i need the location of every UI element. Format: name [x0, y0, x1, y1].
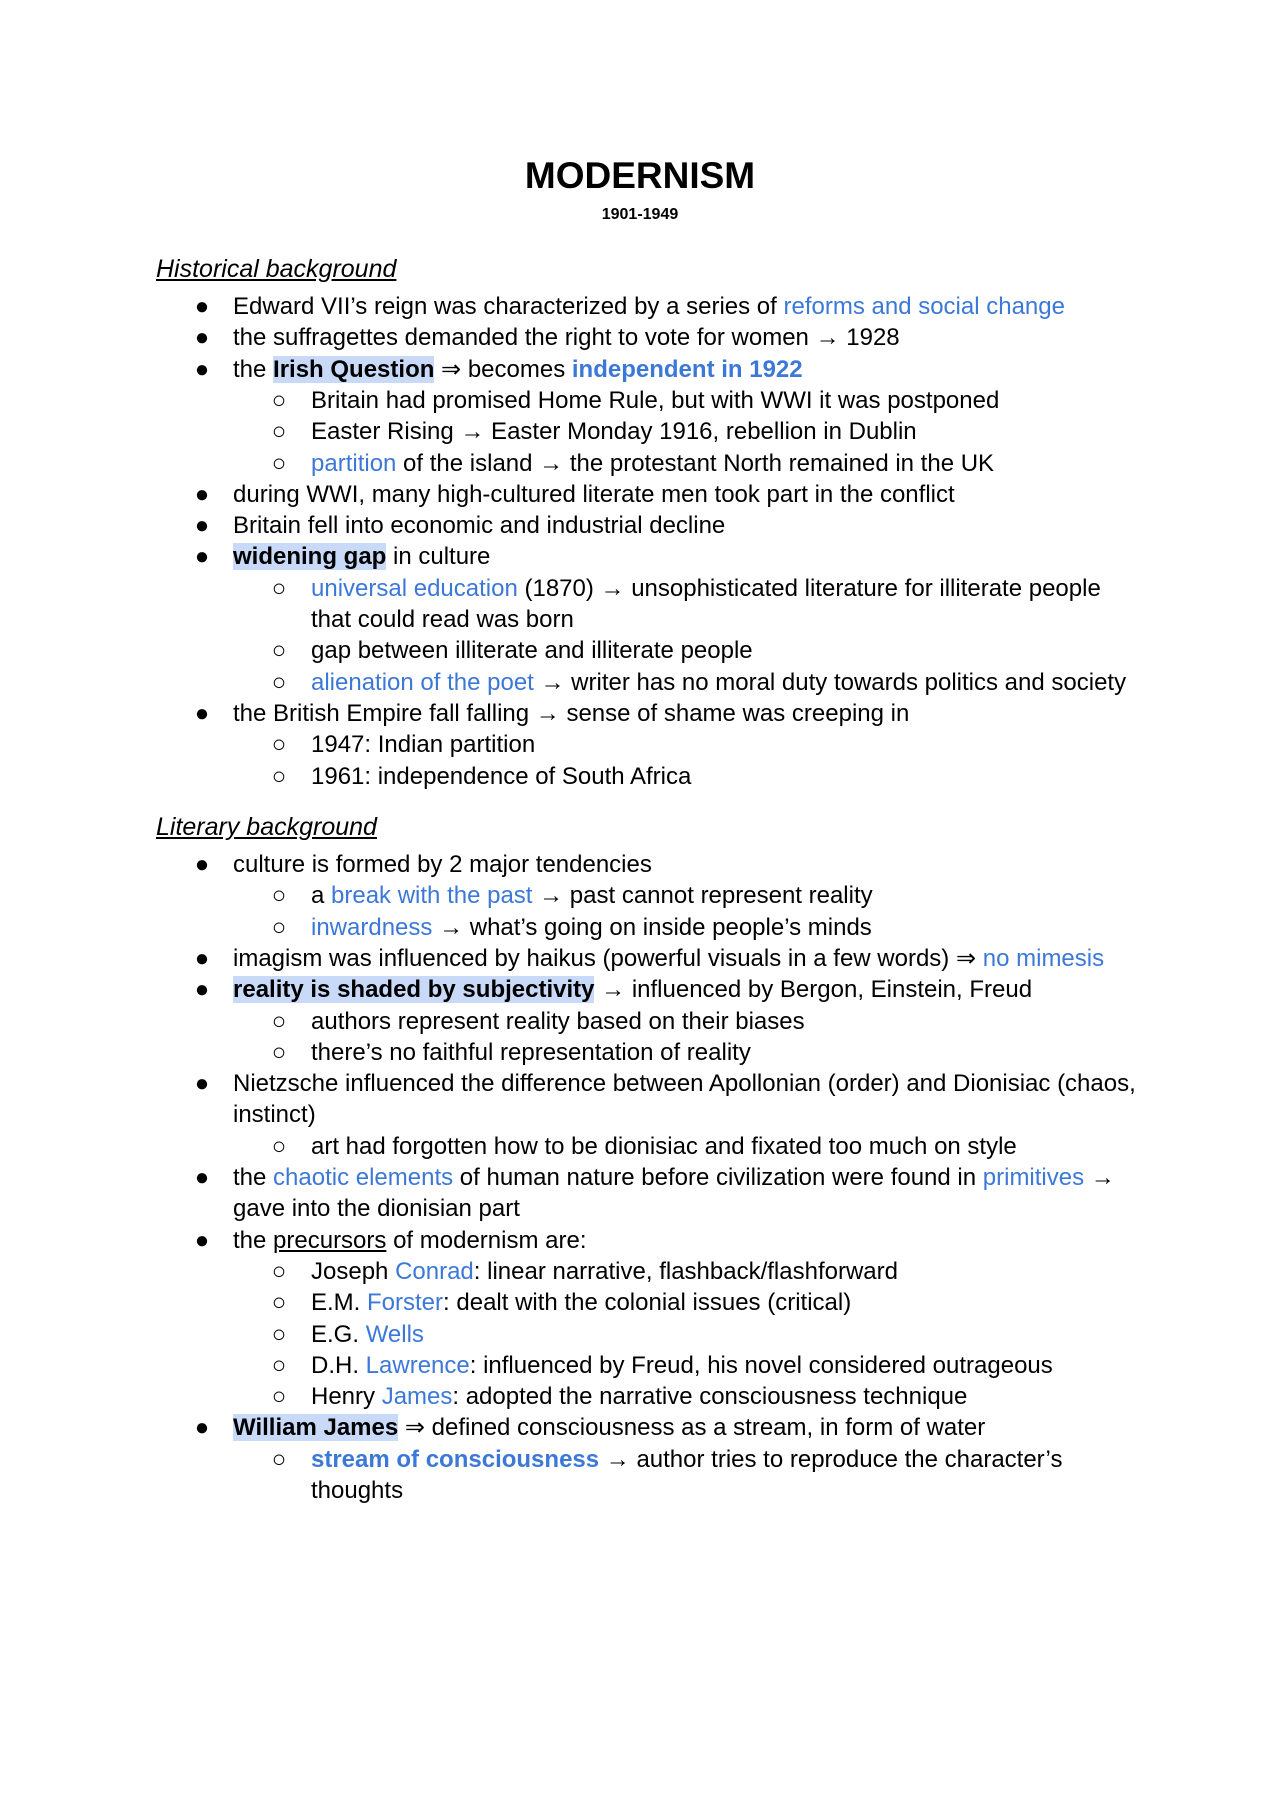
bullet-hollow-icon: ○ [271, 882, 287, 910]
sub-list-item [311, 1037, 751, 1068]
styled-text-span: Forster [367, 1289, 444, 1317]
list-item [233, 1162, 1115, 1193]
text-span: : dealt with the colonial issues (critical) [443, 1289, 852, 1317]
text-span: → writer has no moral duty towards politics and society [533, 668, 1127, 696]
text-span: : adopted the narrative consciousness technique [452, 1383, 968, 1411]
text-span: ⇒ defined consciousness as a stream, in form of water [398, 1414, 986, 1442]
text-span: during WWI, many high-cultured literate men took part in the conflict [233, 480, 955, 508]
bullet-hollow-icon: ○ [271, 1038, 287, 1066]
text-span: E.M. [311, 1289, 368, 1317]
sub-list-item [311, 1319, 424, 1350]
bullet-hollow-icon: ○ [271, 1320, 287, 1348]
text-span: gap between illiterate and illiterate people [311, 637, 753, 665]
text-span: there’s no faithful representation of reality [311, 1038, 751, 1066]
text-span: the British Empire fall falling → sense of shame was creeping in [233, 699, 910, 727]
text-span: Britain fell into economic and industrial decline [233, 512, 726, 540]
bullet-hollow-icon: ○ [271, 1007, 287, 1035]
text-span: Joseph [311, 1257, 396, 1285]
sub-list-item [311, 1350, 1053, 1381]
bullet-hollow-icon: ○ [271, 1383, 287, 1411]
styled-text-span: no mimesis [982, 944, 1105, 972]
styled-text-span: Conrad [395, 1257, 474, 1285]
sub-list-item [311, 1444, 1062, 1475]
text-span: : influenced by Freud, his novel considered outrageous [469, 1351, 1053, 1379]
bullet-hollow-icon: ○ [271, 386, 287, 414]
sub-list-item [311, 1256, 898, 1287]
text-span: ⇒ becomes [434, 355, 572, 383]
text-span: of the island → the protestant North remained in the UK [396, 449, 995, 477]
text-span: the [233, 1164, 274, 1191]
list-item [233, 943, 1104, 974]
styled-text-span: universal education [311, 574, 518, 602]
page-subtitle-years: 1901-1949 [601, 206, 679, 223]
text-span: → what’s going on inside people’s minds [432, 913, 872, 941]
text-span: that could read was born [311, 606, 574, 633]
list-item [233, 479, 955, 510]
text-span: Henry [311, 1383, 382, 1411]
text-span: Edward VII’s reign was characterized by a series of [233, 293, 784, 320]
sub-list-item [311, 385, 999, 416]
list-item [233, 1412, 985, 1443]
bullet-hollow-icon: ○ [271, 731, 287, 759]
styled-text-span: partition [311, 449, 397, 477]
sub-list-item [311, 880, 873, 911]
styled-text-span: alienation of the poet [311, 668, 534, 696]
styled-text-span: inwardness [311, 913, 433, 941]
list-item [233, 974, 1032, 1005]
list-item [233, 698, 909, 729]
list-item [233, 849, 652, 880]
sub-list-item [311, 761, 691, 792]
bullet-hollow-icon: ○ [271, 449, 287, 477]
bullet-filled-icon: ● [194, 355, 210, 383]
bullet-filled-icon: ● [194, 1164, 210, 1191]
sub-list-item [311, 416, 917, 447]
bullet-hollow-icon: ○ [271, 1257, 287, 1285]
text-span: art had forgotten how to be dionisiac and fixated too much on style [311, 1132, 1017, 1160]
bullet-hollow-icon: ○ [271, 913, 287, 941]
bullet-filled-icon: ● [194, 512, 210, 540]
list-item [233, 1068, 1136, 1099]
text-span: → past cannot represent reality [532, 882, 873, 910]
text-span: imagism was influenced by haikus (powerful visuals in a few words) ⇒ [233, 944, 983, 972]
styled-text-span: reality is shaded by subjectivity [233, 976, 595, 1004]
text-span: 1961: independence of South Africa [311, 762, 692, 790]
bullet-filled-icon: ● [194, 976, 210, 1004]
sub-list-item [311, 1287, 851, 1318]
bullet-hollow-icon: ○ [271, 1445, 287, 1473]
bullet-filled-icon: ● [194, 543, 210, 571]
sub-list-item [311, 729, 535, 760]
list-item [233, 354, 803, 385]
styled-text-span: reforms and social change [783, 293, 1065, 320]
styled-text-span: widening gap [233, 543, 387, 571]
bullet-hollow-icon: ○ [271, 418, 287, 446]
text-span: thoughts [311, 1477, 404, 1504]
text-span: authors represent reality based on their biases [311, 1007, 805, 1035]
text-span: D.H. [311, 1351, 366, 1379]
sub-list-item [311, 912, 872, 943]
text-span: culture is formed by 2 major tendencies [233, 851, 652, 878]
bullet-filled-icon: ● [194, 1226, 210, 1254]
text-span: → author tries to reproduce the character’s [599, 1445, 1063, 1473]
styled-text-span: primitives [982, 1164, 1085, 1191]
list-item [233, 1193, 520, 1224]
bullet-hollow-icon: ○ [271, 1132, 287, 1160]
sub-list-item [311, 573, 1101, 604]
list-item [233, 510, 725, 541]
styled-text-span: James [381, 1383, 453, 1411]
list-item [233, 1225, 586, 1256]
styled-text-span: stream of consciousness [311, 1445, 600, 1473]
bullet-hollow-icon: ○ [271, 762, 287, 790]
styled-text-span: chaotic elements [273, 1164, 454, 1191]
bullet-filled-icon: ● [194, 1070, 210, 1098]
text-span: → influenced by Bergon, Einstein, Freud [594, 976, 1033, 1004]
text-span: instinct) [233, 1101, 316, 1129]
bullet-filled-icon: ● [194, 944, 210, 972]
sub-list-item [311, 1475, 403, 1506]
bullet-hollow-icon: ○ [271, 637, 287, 665]
sub-list-item [311, 1006, 805, 1037]
styled-text-span: Wells [365, 1320, 424, 1348]
bullet-hollow-icon: ○ [271, 574, 287, 602]
page-title: MODERNISM [524, 155, 756, 196]
bullet-hollow-icon: ○ [271, 1289, 287, 1317]
styled-text-span: independent in 1922 [571, 355, 803, 383]
list-item [233, 541, 490, 572]
text-span: the [233, 1226, 274, 1254]
bullet-filled-icon: ● [194, 480, 210, 508]
text-span: (1870) → unsophisticated literature for illiterate people [517, 574, 1101, 602]
sub-list-item [311, 1131, 1017, 1162]
bullet-hollow-icon: ○ [271, 1351, 287, 1379]
sub-list-item [311, 448, 994, 479]
list-item [233, 291, 1065, 322]
section-heading: Historical background [156, 255, 397, 283]
sub-list-item [311, 667, 1126, 698]
sub-list-item [311, 635, 753, 666]
text-span: in culture [386, 543, 491, 571]
text-span: of human nature before civilization were found in [453, 1164, 983, 1191]
text-span: a [311, 882, 332, 910]
text-span: the [233, 355, 274, 383]
bullet-filled-icon: ● [194, 699, 210, 727]
text-span: 1947: Indian partition [311, 731, 536, 759]
text-span: Easter Rising → Easter Monday 1916, rebellion in Dublin [311, 418, 917, 446]
styled-text-span: precursors [273, 1226, 387, 1254]
text-span: gave into the dionisian part [233, 1195, 520, 1223]
text-span: of modernism are: [386, 1226, 587, 1254]
section-heading: Literary background [156, 813, 377, 841]
bullet-hollow-icon: ○ [271, 668, 287, 696]
bullet-filled-icon: ● [194, 851, 210, 878]
styled-text-span: William James [233, 1414, 399, 1442]
sub-list-item [311, 1381, 967, 1412]
text-span: the suffragettes demanded the right to vote for women → 1928 [233, 324, 900, 352]
styled-text-span: Irish Question [273, 355, 435, 383]
list-item [233, 322, 900, 353]
styled-text-span: Lawrence [365, 1351, 470, 1379]
text-span: → [1084, 1164, 1115, 1191]
bullet-filled-icon: ● [194, 1414, 210, 1442]
bullet-filled-icon: ● [194, 324, 210, 352]
sub-list-item [311, 604, 574, 635]
text-span: Britain had promised Home Rule, but with WWI it was postponed [311, 386, 1000, 414]
styled-text-span: break with the past [331, 882, 533, 910]
text-span: Nietzsche influenced the difference between Apollonian (order) and Dionisiac (chaos, [233, 1070, 1136, 1098]
bullet-filled-icon: ● [194, 293, 210, 320]
text-span: E.G. [311, 1320, 366, 1348]
text-span: : linear narrative, flashback/flashforward [473, 1257, 898, 1285]
list-item [233, 1099, 316, 1130]
